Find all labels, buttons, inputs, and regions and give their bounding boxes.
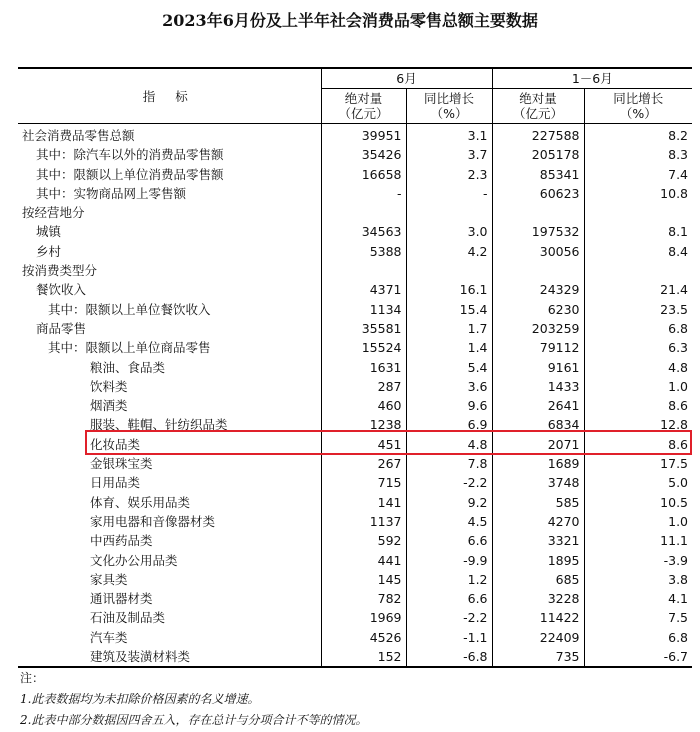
june-abs-value: 267 (321, 454, 406, 473)
june-abs-value: 592 (321, 531, 406, 550)
june-growth-value: 1.4 (406, 338, 492, 357)
june-abs-value: 4526 (321, 628, 406, 647)
h1-group-header: 1－6月 (492, 68, 692, 89)
row-name: 服装、鞋帽、针纺织品类 (18, 415, 321, 434)
june-growth-value: 9.2 (406, 493, 492, 512)
table-row (18, 358, 692, 377)
h1-abs-value: 685 (492, 570, 584, 589)
h1-growth-value: 3.8 (668, 571, 689, 587)
h1-growth-value: 10.5 (660, 494, 689, 510)
h1-abs-value: 4270 (492, 512, 584, 531)
h1-abs-value: 60623 (492, 184, 584, 203)
june-growth-value (406, 261, 492, 280)
row-name: 烟酒类 (18, 396, 321, 415)
h1-abs-value: 1895 (492, 551, 584, 570)
h1-growth-value (584, 261, 692, 280)
june-growth-value: -1.1 (406, 628, 492, 647)
h1-abs-value: 85341 (492, 165, 584, 184)
june-abs-value (321, 261, 406, 280)
notes (20, 668, 367, 731)
june-abs-value: 16658 (321, 165, 406, 184)
h1-abs-value: 203259 (492, 319, 584, 338)
june-abs-value: 145 (321, 570, 406, 589)
indicator-header: 指 标 (18, 68, 321, 124)
table-row (18, 647, 692, 667)
june-growth-value: 4.2 (406, 242, 492, 261)
table-row (18, 145, 692, 164)
h1-abs-value: 1433 (492, 377, 584, 396)
h1-abs-value: 6230 (492, 300, 584, 319)
h1-abs-value: 3748 (492, 473, 584, 492)
h1-growth-value: 1.0 (668, 378, 689, 394)
june-growth-value: 6.6 (406, 589, 492, 608)
table-row (18, 512, 692, 531)
h1-growth-value: 1.0 (668, 513, 689, 529)
table-row (18, 165, 692, 184)
june-growth-value: 6.9 (406, 415, 492, 434)
h1-abs-value (492, 203, 584, 222)
june-growth-value: 2.3 (406, 165, 492, 184)
h1-abs-value: 24329 (492, 280, 584, 299)
table-row (18, 377, 692, 396)
h1-growth-value: 17.5 (660, 456, 689, 472)
h1-growth-value: 8.1 (668, 224, 689, 240)
h1-growth-value: 4.8 (668, 359, 689, 375)
h1-growth-value: 6.3 (668, 340, 689, 356)
june-abs-value: 1631 (321, 358, 406, 377)
june-abs-header: 绝对量 （亿元） (321, 89, 406, 124)
june-abs-value: 287 (321, 377, 406, 396)
table-row (18, 570, 692, 589)
h1-abs-value: 2641 (492, 396, 584, 415)
row-name: 商品零售 (18, 319, 321, 338)
h1-growth-value: 11.1 (660, 533, 689, 549)
note-2: 2.此表中部分数据因四舍五入，存在总计与分项合计不等的情况。 (20, 713, 368, 727)
h1-growth-value: 8.6 (668, 398, 689, 414)
june-abs-value (321, 203, 406, 222)
h1-abs-value: 30056 (492, 242, 584, 261)
retail-sales-table (18, 67, 692, 668)
june-growth-value: -2.2 (406, 608, 492, 627)
june-growth-value: 3.1 (406, 124, 492, 146)
h1-abs-value: 735 (492, 647, 584, 667)
row-name: 其中：实物商品网上零售额 (18, 184, 321, 203)
row-name: 其中：限额以上单位消费品零售额 (18, 165, 321, 184)
table-row (18, 493, 692, 512)
june-growth-value: 5.4 (406, 358, 492, 377)
june-abs-value: 1238 (321, 415, 406, 434)
table-row (18, 454, 692, 473)
h1-abs-value: 585 (492, 493, 584, 512)
june-abs-value: 441 (321, 551, 406, 570)
june-growth-value: 6.6 (406, 531, 492, 550)
june-growth-value: 15.4 (406, 300, 492, 319)
h1-growth-value: 7.5 (668, 610, 689, 626)
june-growth-value: 9.6 (406, 396, 492, 415)
table-row (18, 242, 692, 261)
june-growth-value: 4.8 (406, 435, 492, 454)
june-abs-value: - (321, 184, 406, 203)
table-body (18, 124, 692, 668)
june-growth-value (406, 203, 492, 222)
june-growth-value: 7.8 (406, 454, 492, 473)
row-name: 城镇 (18, 222, 321, 241)
row-name: 建筑及装潢材料类 (18, 647, 321, 667)
h1-growth-value: 6.8 (668, 320, 689, 336)
table-row (18, 338, 692, 357)
h1-growth-value: 7.4 (668, 166, 689, 182)
table-row (18, 628, 692, 647)
june-abs-value: 4371 (321, 280, 406, 299)
table-row (18, 184, 692, 203)
page-title: 2023年6月份及上半年社会消费品零售总额主要数据 (162, 11, 538, 30)
table-row (18, 203, 692, 222)
table-row (18, 300, 692, 319)
june-growth-value: -6.8 (406, 647, 492, 667)
h1-growth-value: 10.8 (660, 185, 689, 201)
row-name: 粮油、食品类 (18, 358, 321, 377)
june-abs-value: 5388 (321, 242, 406, 261)
row-name: 汽车类 (18, 628, 321, 647)
h1-abs-value: 79112 (492, 338, 584, 357)
table-row (18, 435, 692, 454)
table-row (18, 396, 692, 415)
h1-abs-value: 205178 (492, 145, 584, 164)
row-name: 社会消费品零售总额 (18, 124, 321, 146)
h1-abs-value: 2071 (492, 435, 584, 454)
h1-growth-value: 5.0 (668, 475, 689, 491)
row-name: 其中：限额以上单位餐饮收入 (18, 300, 321, 319)
june-growth-value: 1.7 (406, 319, 492, 338)
row-name: 家具类 (18, 570, 321, 589)
h1-growth-value: -6.7 (584, 647, 692, 667)
h1-abs-value: 197532 (492, 222, 584, 241)
h1-growth-value: 8.4 (668, 243, 689, 259)
row-name: 其中：限额以上单位商品零售 (18, 338, 321, 357)
table-row (18, 124, 692, 146)
june-growth-value: 3.0 (406, 222, 492, 241)
h1-abs-value: 9161 (492, 358, 584, 377)
h1-abs-value: 11422 (492, 608, 584, 627)
table-row (18, 473, 692, 492)
row-name: 体育、娱乐用品类 (18, 493, 321, 512)
june-growth-value: 3.7 (406, 145, 492, 164)
row-name: 石油及制品类 (18, 608, 321, 627)
h1-growth-value: -3.9 (663, 552, 689, 568)
table-row (18, 551, 692, 570)
june-growth-value: - (406, 184, 492, 203)
h1-abs-value: 227588 (492, 124, 584, 146)
h1-abs-value: 3321 (492, 531, 584, 550)
row-name: 乡村 (18, 242, 321, 261)
table-row (18, 415, 692, 434)
june-growth-value: 16.1 (406, 280, 492, 299)
h1-growth-value: 4.1 (668, 591, 689, 607)
table-row (18, 608, 692, 627)
row-name: 餐饮收入 (18, 280, 321, 299)
june-growth-value: 1.2 (406, 570, 492, 589)
june-abs-value: 782 (321, 589, 406, 608)
h1-abs-value: 1689 (492, 454, 584, 473)
june-growth-value: -2.2 (406, 473, 492, 492)
h1-growth-value: 8.6 (668, 436, 689, 452)
june-group-header: 6月 (321, 68, 492, 89)
june-abs-value: 34563 (321, 222, 406, 241)
table-row (18, 261, 692, 280)
row-name: 化妆品类 (18, 435, 321, 454)
row-name: 按消费类型分 (18, 261, 321, 280)
table-row (18, 589, 692, 608)
row-name: 其中：除汽车以外的消费品零售额 (18, 145, 321, 164)
h1-abs-value: 22409 (492, 628, 584, 647)
row-name: 家用电器和音像器材类 (18, 512, 321, 531)
row-name: 中西药品类 (18, 531, 321, 550)
june-growth-header: 同比增长 （%） (406, 89, 492, 124)
row-name: 金银珠宝类 (18, 454, 321, 473)
table-row (18, 319, 692, 338)
h1-growth-value: 12.8 (660, 417, 689, 433)
h1-abs-value (492, 261, 584, 280)
june-abs-value: 39951 (321, 124, 406, 146)
h1-growth-header: 同比增长 （%） (584, 89, 692, 124)
notes-label: 注： (20, 671, 45, 685)
h1-growth-value: 8.3 (668, 147, 689, 163)
june-abs-value: 141 (321, 493, 406, 512)
june-abs-value: 1969 (321, 608, 406, 627)
h1-abs-value: 3228 (492, 589, 584, 608)
june-growth-value: 3.6 (406, 377, 492, 396)
h1-abs-value: 6834 (492, 415, 584, 434)
h1-growth-value (584, 203, 692, 222)
june-abs-value: 15524 (321, 338, 406, 357)
june-abs-value: 35581 (321, 319, 406, 338)
row-name: 通讯器材类 (18, 589, 321, 608)
june-abs-value: 152 (321, 647, 406, 667)
table-row (18, 280, 692, 299)
june-abs-value: 35426 (321, 145, 406, 164)
table-row (18, 531, 692, 550)
june-abs-value: 1134 (321, 300, 406, 319)
h1-abs-header: 绝对量 （亿元） (492, 89, 584, 124)
h1-growth-value: 23.5 (660, 301, 689, 317)
june-growth-value: 4.5 (406, 512, 492, 531)
row-name: 日用品类 (18, 473, 321, 492)
june-abs-value: 1137 (321, 512, 406, 531)
june-growth-value: -9.9 (406, 551, 492, 570)
h1-growth-value: 8.2 (668, 128, 689, 143)
note-1: 1.此表数据均为未扣除价格因素的名义增速。 (20, 692, 260, 706)
june-abs-value: 460 (321, 396, 406, 415)
h1-growth-value: 6.8 (668, 629, 689, 645)
row-name: 文化办公用品类 (18, 551, 321, 570)
h1-growth-value: 21.4 (660, 282, 689, 298)
table-row (18, 222, 692, 241)
june-abs-value: 715 (321, 473, 406, 492)
row-name: 按经营地分 (18, 203, 321, 222)
row-name: 饮料类 (18, 377, 321, 396)
june-abs-value: 451 (321, 435, 406, 454)
